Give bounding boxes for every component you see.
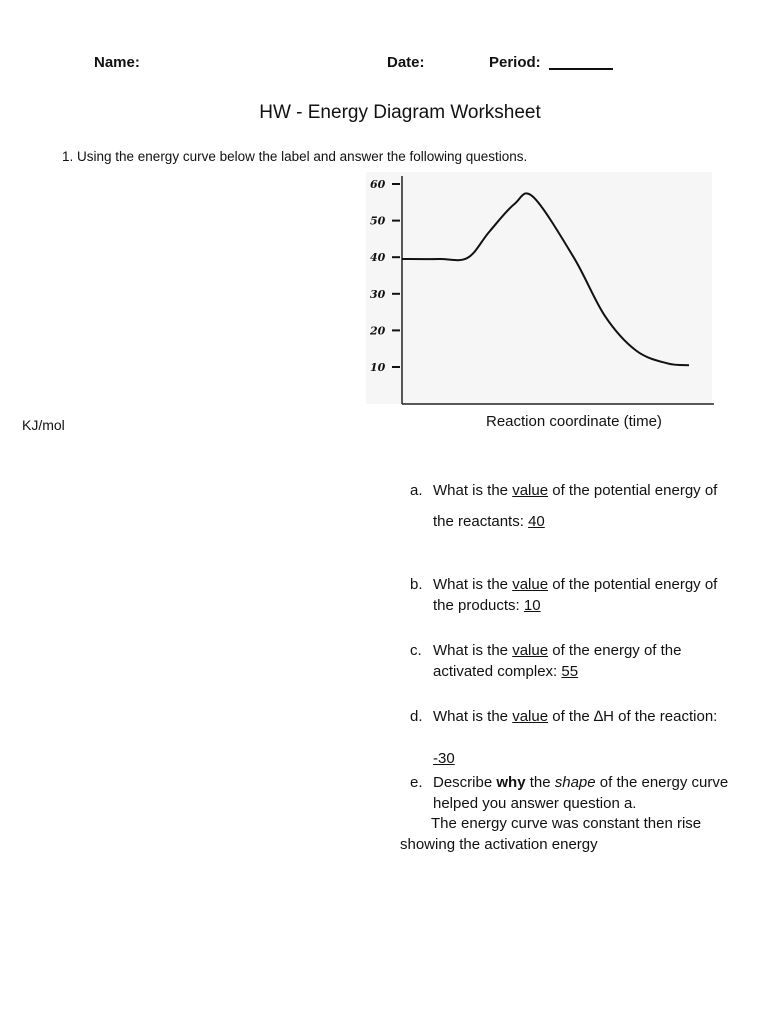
energy-diagram	[358, 168, 723, 413]
question-e-italic: shape	[554, 774, 596, 791]
question-a-marker: a.	[410, 482, 423, 499]
answer-b: 10	[523, 597, 541, 614]
question-b-text: What is the	[433, 576, 513, 593]
question-1-prompt: 1. Using the energy curve below the label and answer the following questions.	[62, 149, 528, 164]
question-b-text-end: of the potential energy of	[548, 576, 718, 593]
question-a-text-line2: the reactants:	[433, 513, 529, 530]
chart-scan-background	[366, 172, 712, 404]
y-axis-unit-label: KJ/mol	[22, 417, 65, 433]
period-label: Period:	[489, 54, 541, 71]
question-c-text: What is the	[433, 642, 513, 659]
question-c	[410, 640, 682, 682]
question-e	[410, 772, 728, 814]
date-label: Date:	[387, 54, 425, 71]
question-d-underlined: value	[512, 708, 549, 725]
question-e-text-line2: helped you answer question a.	[433, 795, 637, 812]
worksheet-title: HW - Energy Diagram Worksheet	[259, 102, 541, 123]
question-c-marker: c.	[410, 642, 422, 659]
question-a	[410, 480, 717, 501]
question-a-text-end: of the potential energy of	[548, 482, 718, 499]
question-d-text-end: of the ∆H of the reaction:	[548, 708, 718, 725]
y-tick-label: 40	[370, 251, 386, 265]
period-blank-line	[549, 68, 613, 70]
question-a-underlined: value	[512, 482, 549, 499]
question-b-underlined: value	[512, 576, 549, 593]
question-d-marker: d.	[410, 708, 423, 725]
y-tick-label: 10	[370, 361, 386, 374]
question-b-marker: b.	[410, 576, 423, 593]
y-tick-label: 60	[370, 178, 386, 191]
period-field	[489, 54, 613, 71]
answer-e-line1: The energy curve was constant then rise	[431, 815, 702, 832]
question-e-bold: why	[496, 774, 526, 791]
y-tick-label: 50	[370, 214, 386, 228]
answer-e-line2: showing the activation energy	[400, 836, 598, 853]
y-tick-label: 30	[370, 287, 386, 301]
name-label: Name:	[94, 54, 140, 71]
answer-a: 40	[528, 513, 545, 530]
question-e-text-end: of the energy curve	[595, 774, 729, 791]
x-axis-label: Reaction coordinate (time)	[486, 413, 662, 430]
answer-c: 55	[561, 663, 579, 680]
question-a-line2	[433, 511, 545, 532]
question-c-text-end: of the energy of the	[548, 642, 682, 659]
question-a-text: What is the	[433, 482, 513, 499]
question-e-text-mid: the	[525, 774, 555, 791]
question-b	[410, 574, 717, 616]
question-c-underlined: value	[512, 642, 549, 659]
question-b-text-line2: the products:	[433, 597, 524, 614]
question-c-text-line2: activated complex:	[433, 663, 562, 680]
question-d	[410, 706, 717, 727]
question-e-text: Describe	[433, 774, 497, 791]
question-e-marker: e.	[410, 774, 423, 791]
question-d-text: What is the	[433, 708, 513, 725]
y-tick-label: 20	[370, 324, 386, 338]
answer-d: -30	[433, 750, 455, 767]
